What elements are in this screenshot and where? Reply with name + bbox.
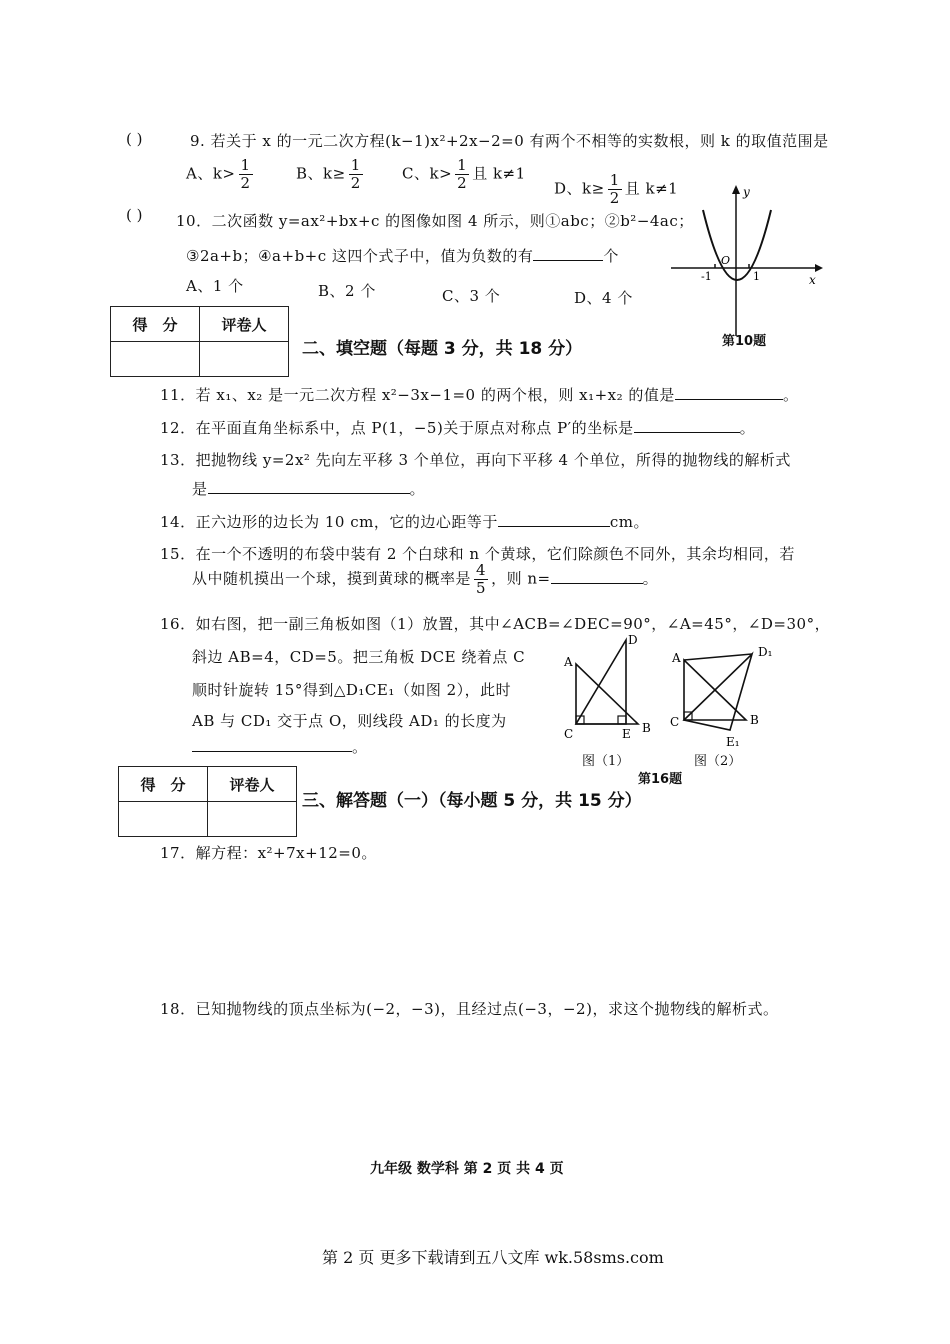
q9-option-b: B、k≥ $\frac{1}{2}$: [296, 156, 361, 192]
q9-answer-paren: ( ): [126, 130, 143, 148]
q9-option-c: C、k> $\frac{1}{2}$ 且 k≠1: [402, 156, 526, 192]
q10-option-d: D、4 个: [574, 289, 633, 307]
q16-line4: AB 与 CD₁ 交于点 O，则线段 AD₁ 的长度为: [192, 712, 507, 730]
q16-line3: 顺时针旋转 15°得到△D₁CE₁（如图 2），此时: [192, 681, 512, 699]
q10-option-b: B、2 个: [318, 282, 376, 300]
section2-title: 二、填空题（每题 3 分，共 18 分）: [302, 339, 583, 359]
q9-number: 9.: [190, 132, 206, 150]
section3-title: 三、解答题（一）（每小题 5 分，共 15 分）: [302, 791, 642, 811]
y-axis-arrow: [732, 185, 740, 194]
score-cell[interactable]: [119, 802, 208, 837]
q15-line1: 15．在一个不透明的布袋中装有 2 个白球和 n 个黄球，它们除颜色不同外，其余均相同，若: [160, 545, 795, 563]
score-box-2: [118, 766, 297, 837]
q12-blank[interactable]: [634, 417, 740, 433]
one-label: 1: [753, 270, 760, 283]
q10-blank[interactable]: [533, 245, 603, 261]
q12: 12．在平面直角坐标系中，点 P(1，−5)关于原点对称点 P′的坐标是 。: [160, 419, 756, 437]
q11-blank[interactable]: [675, 384, 783, 400]
q16-figure-1: [560, 632, 670, 747]
q9-text: 若关于 x 的一元二次方程(k−1)x²+2x−2=0 有两个不相等的实数根，则 k 的取值范围是: [210, 132, 829, 150]
q10-parabola-graph: [665, 180, 825, 350]
svg-text:B: B: [750, 713, 759, 727]
score-cell[interactable]: [111, 342, 200, 377]
q16-blank[interactable]: [192, 736, 352, 752]
q10-line1: 10．二次函数 y=ax²+bx+c 的图像如图 4 所示，则①abc；②b²−4ac；: [176, 212, 694, 230]
svg-text:B: B: [642, 721, 651, 735]
q15-blank[interactable]: [551, 568, 643, 584]
q14: 14．正六边形的边长为 10 cm，它的边心距等于 cm。: [160, 513, 649, 531]
q13-line2: 是 。: [192, 480, 426, 498]
q16-figure-2: [668, 640, 778, 755]
q9-option-a: A、k> $\frac{1}{2}$: [186, 156, 251, 192]
svg-text:D: D: [628, 633, 638, 647]
grader-header: 评卷人: [200, 307, 289, 342]
q16-line1: 16．如右图，把一副三角板如图（1）放置，其中∠ACB=∠DEC=90°，∠A=45°，∠D=30°，: [160, 615, 831, 633]
download-note: 第 2 页 更多下载请到五八文库 wk.58sms.com: [322, 1248, 664, 1267]
x-label: x: [809, 273, 816, 287]
svg-text:C: C: [564, 727, 574, 741]
q18: 18．已知抛物线的顶点坐标为(−2，−3)，且经过点(−3，−2)，求这个抛物线的解析式。: [160, 1000, 779, 1018]
q10-answer-paren: ( ): [126, 206, 143, 224]
page-footer: 九年级 数学科 第 2 页 共 4 页: [370, 1161, 564, 1177]
q11: 11．若 x₁、x₂ 是一元二次方程 x²−3x−1=0 的两个根，则 x₁+x₂ 的值是 。: [160, 386, 799, 404]
q16-answer-line: 。: [192, 736, 368, 757]
score-header: 得 分: [119, 767, 208, 802]
origin-label: O: [721, 254, 731, 267]
x-axis-arrow: [815, 264, 823, 272]
parabola-curve: [703, 210, 771, 280]
q17: 17．解方程：x²+7x+12=0。: [160, 844, 377, 862]
q10-line2: ③2a+b；④a+b+c 这四个式子中，值为负数的有 个: [186, 247, 619, 265]
grader-cell[interactable]: [200, 342, 289, 377]
q13-line1: 13．把抛物线 y=2x² 先向左平移 3 个单位，再向下平移 4 个单位，所得的抛物线的解析式: [160, 451, 791, 469]
grader-header: 评卷人: [208, 767, 297, 802]
y-label: y: [743, 185, 750, 199]
svg-text:A: A: [672, 651, 681, 665]
q10-option-c: C、3 个: [442, 287, 501, 305]
q9-option-d: D、k≥ $\frac{1}{2}$ 且 k≠1: [554, 171, 679, 207]
svg-text:E: E: [622, 727, 631, 741]
q9-stem: [190, 130, 829, 151]
fig2-caption: 图（2）: [694, 754, 742, 769]
q13-blank[interactable]: [208, 478, 410, 494]
q14-blank[interactable]: [498, 511, 610, 527]
svg-text:A: A: [564, 655, 573, 669]
svg-text:E₁: E₁: [726, 735, 740, 749]
grader-cell[interactable]: [208, 802, 297, 837]
svg-text:D₁: D₁: [758, 645, 773, 659]
q16-caption: 第16题: [638, 772, 683, 787]
q10-option-a: A、1 个: [186, 277, 244, 295]
score-header: 得 分: [111, 307, 200, 342]
q10-caption: 第10题: [722, 334, 767, 349]
q15-line2: 从中随机摸出一个球，摸到黄球的概率是 $\frac{4}{5}$ ，则 n= 。: [192, 561, 659, 597]
q16-line2: 斜边 AB=4，CD=5。把三角板 DCE 绕着点 C: [192, 648, 526, 666]
minus-one-label: -1: [701, 270, 712, 283]
svg-text:C: C: [670, 715, 680, 729]
score-box-1: [110, 306, 289, 377]
fig1-caption: 图（1）: [582, 754, 630, 769]
